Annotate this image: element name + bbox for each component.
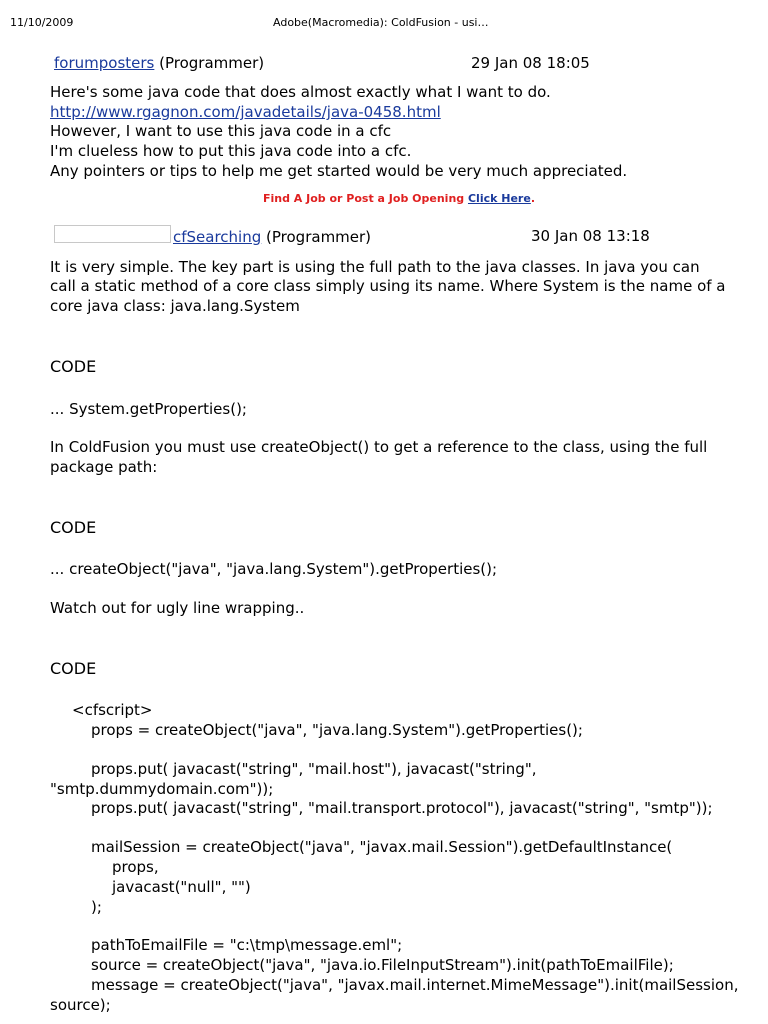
avatar-placeholder: [54, 225, 171, 243]
post-2-note: Watch out for ugly line wrapping..: [50, 599, 305, 617]
post-2-paragraph-line: package path:: [50, 458, 158, 476]
page-title: Adobe(Macromedia): ColdFusion - usi…: [273, 16, 489, 29]
code-label: CODE: [50, 659, 97, 678]
code-line: pathToEmailFile = "c:\tmp\message.eml";: [91, 936, 403, 954]
page-header: [0, 16, 768, 34]
code-label: CODE: [50, 518, 97, 537]
post-2-author-link[interactable]: cfSearching: [173, 228, 262, 246]
post-1-line: Here's some java code that does almost exactly what I want to do.: [50, 83, 551, 101]
post-1-header: [54, 54, 264, 72]
post-2-header: [173, 228, 371, 246]
code-line: props.put( javacast("string", "mail.transport.protocol"), javacast("string", "smtp"));: [91, 799, 713, 817]
code-line: source = createObject("java", "java.io.FileInputStream").init(pathToEmailFile);: [91, 956, 674, 974]
code-line: javacast("null", ""): [112, 878, 251, 896]
code-line: props,: [112, 858, 159, 876]
post-1-date: 29 Jan 08 18:05: [471, 54, 590, 72]
code-line: props.put( javacast("string", "mail.host"), javacast("string",: [91, 760, 537, 778]
post-2-role: (Programmer): [261, 228, 372, 246]
job-ad-link[interactable]: Click Here: [467, 192, 531, 205]
job-ad-period: .: [530, 192, 536, 205]
post-1-line: I'm clueless how to put this java code into a cfc.: [50, 142, 412, 160]
post-2-intro-line: core java class: java.lang.System: [50, 297, 300, 315]
job-ad-banner: [0, 192, 768, 205]
code-line: "smtp.dummydomain.com"));: [50, 780, 274, 798]
code-line: props = createObject("java", "java.lang.System").getProperties();: [91, 721, 583, 739]
code-snippet-1: ... System.getProperties();: [50, 400, 247, 418]
post-2-paragraph-line: In ColdFusion you must use createObject() to get a reference to the class, using the full: [50, 438, 708, 456]
print-date: 11/10/2009: [10, 16, 74, 29]
code-line: <cfscript>: [72, 701, 153, 719]
code-snippet-2: ... createObject("java", "java.lang.System").getProperties();: [50, 560, 498, 578]
job-ad-text: Find A Job or Post a Job Opening: [262, 192, 468, 205]
code-label: CODE: [50, 357, 97, 376]
post-1-line: However, I want to use this java code in a cfc: [50, 122, 392, 140]
post-2-intro-line: It is very simple. The key part is using the full path to the java classes. In java you can: [50, 258, 700, 276]
post-2-date: 30 Jan 08 13:18: [531, 227, 650, 245]
post-1-line: Any pointers or tips to help me get started would be very much appreciated.: [50, 162, 628, 180]
post-1-author-link[interactable]: forumposters: [54, 54, 155, 72]
post-1-url-link[interactable]: http://www.rgagnon.com/javadetails/java-0458.html: [50, 103, 441, 121]
code-line: message = createObject("java", "javax.mail.internet.MimeMessage").init(mailSession,: [91, 976, 739, 994]
code-line: mailSession = createObject("java", "javax.mail.Session").getDefaultInstance(: [91, 838, 673, 856]
code-line: );: [91, 898, 102, 916]
post-2-intro-line: call a static method of a core class simply using its name. Where System is the name of a: [50, 277, 726, 295]
code-line: source);: [50, 996, 111, 1014]
post-1-role: (Programmer): [154, 54, 265, 72]
